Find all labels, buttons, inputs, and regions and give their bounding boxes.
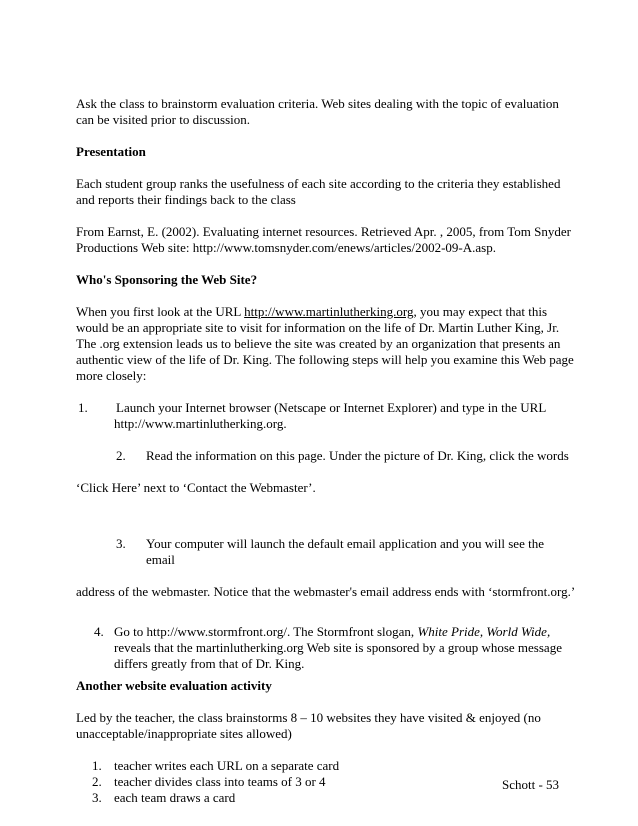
step-4 [76, 624, 576, 672]
step-3-line1: Your computer will launch the default email application and you will see the email [146, 536, 544, 567]
step-3 [76, 536, 576, 600]
presentation-heading: Presentation [76, 144, 146, 159]
step-3-line2: address of the webmaster. Notice that the webmaster's email address ends with ‘stormfront.org.’ [76, 584, 576, 599]
step-2-line1: Read the information on this page. Under the picture of Dr. King, click the words [146, 448, 569, 463]
step-1-line2: http://www.martinlutherking.org. [114, 416, 287, 431]
activity-heading: Another website evaluation activity [76, 678, 272, 693]
citation-paragraph: From Earnst, E. (2002). Evaluating internet resources. Retrieved Apr. , 2005, from Tom Snyder Productions Web site: http://www.tomsnyder.com/enews/articles/2002-09-A.asp. [76, 224, 571, 255]
stormfront-slogan: White Pride, World Wide, [417, 624, 551, 639]
document-body [76, 96, 576, 806]
step-2 [76, 448, 576, 496]
step-3-number: 3. [116, 536, 126, 551]
step-4-text [114, 624, 564, 672]
mlk-url-link[interactable]: http://www.martinlutherking.org [244, 304, 414, 319]
list-item [92, 758, 576, 774]
step-4-number: 4. [94, 624, 104, 639]
list-item-text: teacher writes each URL on a separate card [114, 758, 340, 773]
list-item-number: 3. [92, 790, 102, 805]
step-1-number: 1. [78, 400, 88, 415]
list-item-number: 1. [92, 758, 102, 773]
step-1 [76, 400, 576, 432]
step-4-post: reveals that the martinlutherking.org Web site is sponsored by a group whose message differs greatly from that of Dr. King. [114, 640, 562, 671]
list-item-text: each team draws a card [114, 790, 236, 805]
activity-paragraph: Led by the teacher, the class brainstorms 8 – 10 websites they have visited & enjoyed (no unacceptable/inappropriate sites allowed) [76, 710, 541, 741]
step-2-line2: ‘Click Here’ next to ‘Contact the Webmaster’. [76, 480, 316, 495]
presentation-paragraph: Each student group ranks the usefulness of each site according to the criteria they established and reports their findings back to the class [76, 176, 561, 207]
activity-list [76, 758, 576, 806]
page-footer: Schott - 53 [502, 777, 560, 792]
list-item-number: 2. [92, 774, 102, 789]
intro-paragraph: Ask the class to brainstorm evaluation criteria. Web sites dealing with the topic of evaluation can be visited prior to discussion. [76, 96, 559, 127]
sponsor-paragraph [76, 304, 576, 384]
sponsor-text-before: When you first look at the URL [76, 304, 245, 319]
sponsor-heading: Who's Sponsoring the Web Site? [76, 272, 258, 287]
step-1-line1: Launch your Internet browser (Netscape or Internet Explorer) and type in the URL [116, 400, 547, 415]
list-item-text: teacher divides class into teams of 3 or 4 [114, 774, 326, 789]
step-2-number: 2. [116, 448, 126, 463]
step-4-pre: Go to http://www.stormfront.org/. The Stormfront slogan, [114, 624, 418, 639]
sponsor-text-after: , you may expect that this would be an appropriate site to visit for information on the life of Dr. Martin Luther King, Jr. The .org extension leads us to believe the site was created by an organization that presents an authentic view of the life of Dr. King. The following steps will help you examine this Web page more closely: [76, 304, 574, 383]
